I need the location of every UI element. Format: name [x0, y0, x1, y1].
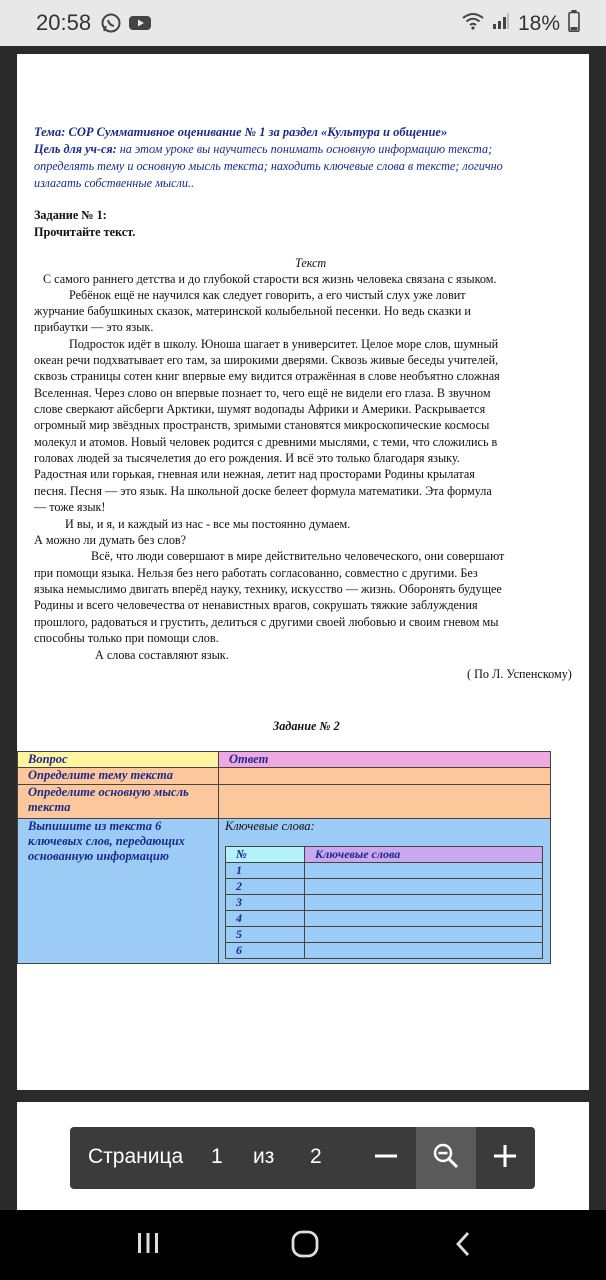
status-time: 20:58: [36, 10, 92, 35]
pdf-viewer[interactable]: [0, 46, 606, 1210]
task1-instruction: Прочитайте текст.: [34, 225, 136, 239]
android-nav-bar: [0, 1210, 606, 1280]
document-page-1: [17, 54, 589, 1090]
kw-row-cell[interactable]: [305, 895, 543, 911]
text-line: песня. Песня — это язык. На школьной доске белеет формула математики. Эта формула: [34, 484, 492, 498]
battery-percent: 18%: [517, 12, 560, 35]
table-header-answer: Ответ: [219, 752, 551, 768]
attribution: ( По Л. Успенскому): [467, 667, 572, 681]
kw-row-cell[interactable]: [305, 863, 543, 879]
keywords-label: Ключевые слова:: [225, 819, 315, 833]
text-line: А можно ли думать без слов?: [34, 533, 187, 547]
text-line: И вы, и я, и каждый из нас - все мы постоянно думаем.: [65, 517, 351, 531]
kw-row-cell[interactable]: [305, 911, 543, 927]
text-line: Ребёнок ещё не научился как следует говорить, а его чистый слух уже ловит: [69, 288, 466, 302]
whatsapp-icon: [100, 12, 122, 39]
keywords-table: [225, 846, 543, 959]
recent-apps-icon[interactable]: [135, 1230, 161, 1261]
goal-line-2: определять тему и основную мысль текста; находить ключевые слова в тексте; логично: [34, 159, 503, 173]
page-label: Страница: [88, 1145, 184, 1168]
text-line: Всё, что люди совершают в мире действительно человеческого, они совершают: [91, 549, 505, 563]
text-line: при помощи языка. Нельзя без него работать согласованно, совместно с другими. Без: [34, 566, 478, 580]
topic-title: Тема: СОР Суммативное оценивание № 1 за раздел «Культура и общение»: [34, 125, 448, 139]
text-line: Радостная или горькая, гневная или нежная, летит над просторами Родины крылатая: [34, 467, 475, 481]
plus-icon: [493, 1144, 517, 1173]
text-line: головах людей за тысячелетия до его рождения. И всё это только благодаря языку.: [34, 451, 460, 465]
magnifier-minus-icon: [432, 1142, 460, 1175]
text-line: слове сверкают айсберги Арктики, шумят водопады Африки и Америки. Раскрывается: [34, 402, 486, 416]
text-line: — тоже язык!: [34, 500, 106, 514]
minus-icon: [374, 1144, 398, 1173]
question-cell: Определите тему текста: [18, 768, 219, 785]
text-line: журчание бабушкиных сказок, материнской колыбельной песенки. Но ведь сказки и: [34, 304, 471, 318]
text-line: Вселенная. Через слово он впервые познает то, чего ещё не видели его глаза. В звучном: [34, 386, 491, 400]
wifi-icon: [462, 12, 484, 36]
home-icon[interactable]: [290, 1230, 320, 1263]
task1-title: Задание № 1:: [34, 208, 107, 222]
text-line: огромный мир звёздных пространств, зримыми становятся микроскопические космосы: [34, 418, 490, 432]
kw-row-num: 3: [226, 895, 305, 911]
current-page-number[interactable]: 1: [211, 1145, 223, 1168]
text-line: А слова составляют язык.: [95, 648, 229, 662]
task2-table: [17, 751, 551, 964]
kw-row-num: 2: [226, 879, 305, 895]
text-line: молекул и атомов. Новый человек родится с древними мыслями, с теми, что сложились в: [34, 435, 498, 449]
text-line: Родины и всего человечества от ненавистных врагов, сокрушать тяжкие заблуждения: [34, 598, 478, 612]
text-line: прошлого, радоваться и грустить, делиться с другими своей любовью и своим гневом мы: [34, 615, 499, 629]
of-label: из: [253, 1145, 275, 1168]
zoom-reset-button[interactable]: [416, 1127, 476, 1189]
question-cell: Выпишите из текста 6 ключевых слов, передающих основанную информацию: [18, 819, 219, 964]
kw-row-num: 1: [226, 863, 305, 879]
answer-cell[interactable]: [219, 785, 551, 819]
battery-icon: [568, 10, 580, 38]
youtube-icon: [128, 12, 152, 39]
zoom-in-button[interactable]: [475, 1127, 535, 1189]
text-line: сквозь страницы сотен книг впервые ему видится отражённая в слове необъятно сложная: [34, 369, 500, 383]
text-line: океан речи подхватывает его там, за широкими дверями. Сквозь живые беседы учителей,: [34, 353, 499, 367]
table-header-question: Вопрос: [18, 752, 219, 768]
kw-row-cell[interactable]: [305, 879, 543, 895]
answer-cell[interactable]: [219, 768, 551, 785]
question-cell: Определите основную мысль текста: [18, 785, 219, 819]
kw-header-words: Ключевые слова: [305, 847, 543, 863]
kw-row-cell[interactable]: [305, 943, 543, 959]
kw-row-num: 4: [226, 911, 305, 927]
text-line: прибаутки — это язык.: [34, 320, 154, 334]
kw-row-num: 6: [226, 943, 305, 959]
text-line: способны только при помощи слов.: [34, 631, 219, 645]
goal-line-3: излагать собственные мысли..: [34, 176, 195, 190]
text-line: Подросток идёт в школу. Юноша шагает в университет. Целое море слов, шумный: [69, 337, 499, 351]
zoom-out-button[interactable]: [356, 1127, 416, 1189]
page-zoom-toolbar: [70, 1127, 535, 1189]
kw-row-cell[interactable]: [305, 927, 543, 943]
goal-line-1: Цель для уч-ся: на этом уроке вы научитесь понимать основную информацию текста;: [34, 142, 493, 156]
goal-label: Цель для уч-ся:: [34, 142, 117, 156]
keywords-answer-cell[interactable]: [219, 819, 551, 964]
back-icon[interactable]: [452, 1230, 474, 1263]
text-line: С самого раннего детства и до глубокой старости вся жизнь человека связана с языком.: [43, 272, 497, 286]
text-line: языка немыслимо двигать вперёд науку, технику, искусство — жизнь. Оборонять будущее: [34, 582, 502, 596]
status-bar: [0, 0, 606, 46]
task2-title: Задание № 2: [273, 719, 340, 733]
kw-row-num: 5: [226, 927, 305, 943]
total-pages: 2: [310, 1145, 322, 1168]
text-heading: Текст: [295, 256, 327, 270]
kw-header-num: №: [226, 847, 305, 863]
signal-icon: [492, 12, 510, 36]
